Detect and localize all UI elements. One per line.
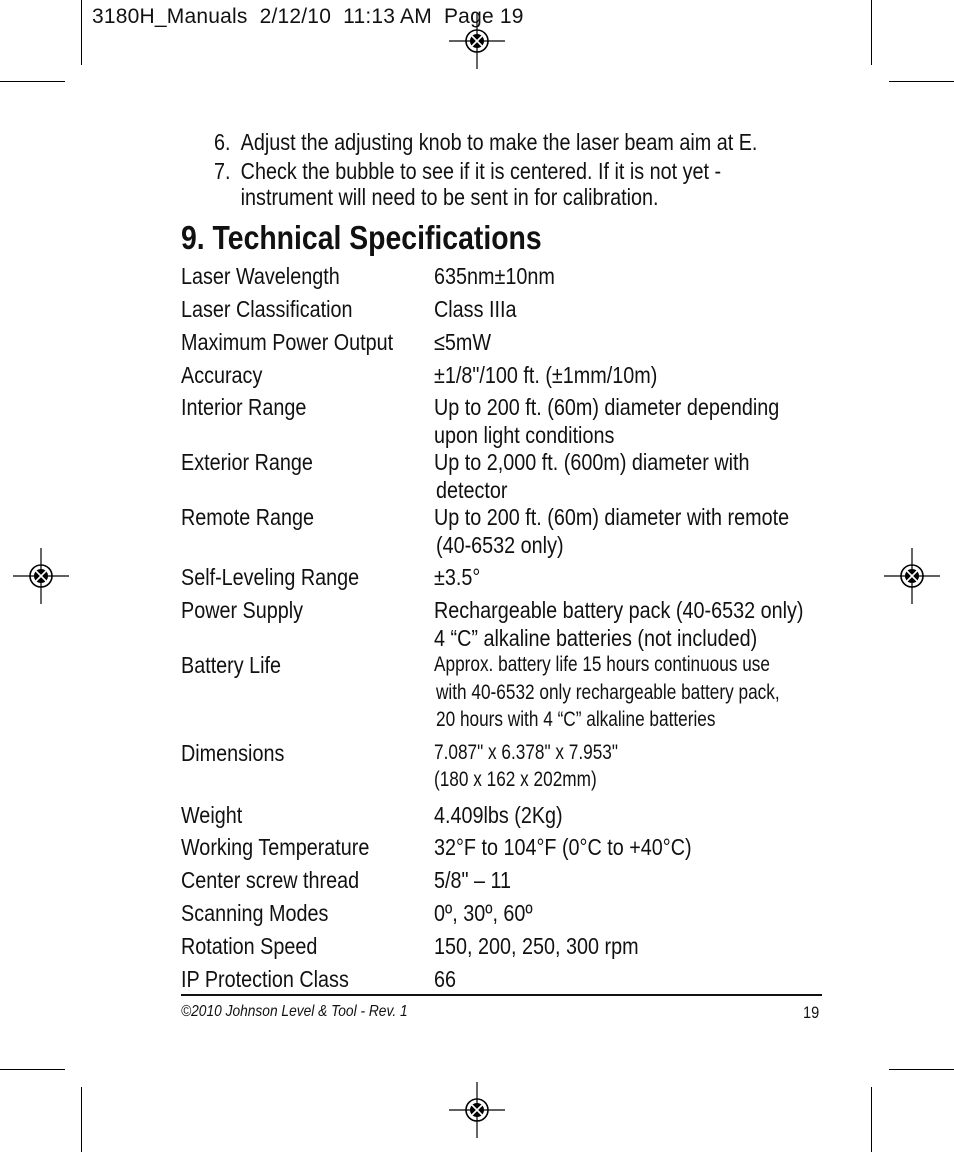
step-text-continued: instrument will need to be sent in for calibration. xyxy=(240,184,659,210)
spec-label: Working Temperature xyxy=(181,834,370,860)
spec-label: Battery Life xyxy=(181,652,282,678)
spec-value: 4.409lbs (2Kg) xyxy=(434,802,563,828)
spec-label: Self-Leveling Range xyxy=(181,564,360,590)
print-slug: 3180H_Manuals 2/12/10 11:13 AM Page 19 xyxy=(92,5,524,28)
crop-mark-bottom-right xyxy=(871,1087,872,1152)
spec-value: Class IIIa xyxy=(434,296,517,322)
spec-label: Laser Classification xyxy=(181,296,353,322)
registration-mark-right-icon xyxy=(884,548,940,604)
spec-label: IP Protection Class xyxy=(181,966,349,992)
crop-mark-left-top xyxy=(0,81,65,82)
spec-label: Rotation Speed xyxy=(181,933,318,959)
registration-mark-top-icon xyxy=(449,13,505,69)
page-number: 19 xyxy=(803,1003,820,1022)
footer-divider xyxy=(181,994,822,996)
spec-label: Weight xyxy=(181,802,243,828)
spec-value-continued: with 40-6532 only rechargeable battery pack, xyxy=(436,681,780,704)
spec-value: Approx. battery life 15 hours continuous use xyxy=(434,653,770,676)
step-text: Check the bubble to see if it is centered. If it is not yet - xyxy=(240,158,722,184)
crop-mark-right-top xyxy=(889,81,954,82)
spec-label: Maximum Power Output xyxy=(181,329,394,355)
spec-label: Center screw thread xyxy=(181,867,360,893)
spec-label: Power Supply xyxy=(181,597,304,623)
crop-mark-left-bottom xyxy=(0,1069,65,1070)
spec-label: Remote Range xyxy=(181,504,315,530)
spec-value-continued: (40-6532 only) xyxy=(436,532,564,558)
spec-label: Dimensions xyxy=(181,740,285,766)
spec-value: Up to 200 ft. (60m) diameter with remote xyxy=(434,504,790,530)
spec-label: Interior Range xyxy=(181,394,307,420)
registration-mark-bottom-icon xyxy=(449,1082,505,1138)
spec-value: ±3.5° xyxy=(434,564,481,590)
step-number: 6. xyxy=(214,129,231,155)
crop-mark-top-left xyxy=(81,0,82,65)
spec-value: 0º, 30º, 60º xyxy=(434,900,533,926)
spec-value: Rechargeable battery pack (40-6532 only) xyxy=(434,597,804,623)
spec-label: Exterior Range xyxy=(181,449,313,475)
step-number: 7. xyxy=(214,158,231,184)
spec-value: 150, 200, 250, 300 rpm xyxy=(434,933,639,959)
crop-mark-top-right xyxy=(871,0,872,65)
crop-mark-bottom-left xyxy=(81,1087,82,1152)
spec-value: 66 xyxy=(434,966,457,992)
spec-value: 32°F to 104°F (0°C to +40°C) xyxy=(434,834,692,860)
spec-label: Scanning Modes xyxy=(181,900,329,926)
spec-value: ±1/8"/100 ft. (±1mm/10m) xyxy=(434,362,658,388)
spec-value-continued: (180 x 162 x 202mm) xyxy=(434,768,597,791)
spec-value: ≤5mW xyxy=(434,329,492,355)
spec-value-continued: 20 hours with 4 “C” alkaline batteries xyxy=(436,708,716,731)
spec-value: Up to 2,000 ft. (600m) diameter with xyxy=(434,449,750,475)
spec-value-continued: 4 “C” alkaline batteries (not included) xyxy=(434,625,758,651)
spec-value: 7.087" x 6.378" x 7.953" xyxy=(434,741,618,764)
spec-value-continued: upon light conditions xyxy=(434,422,615,448)
spec-value: Up to 200 ft. (60m) diameter depending xyxy=(434,394,780,420)
crop-mark-right-bottom xyxy=(889,1069,954,1070)
spec-value-continued: detector xyxy=(436,477,508,503)
spec-value: 635nm±10nm xyxy=(434,263,555,289)
spec-label: Accuracy xyxy=(181,362,263,388)
spec-label: Laser Wavelength xyxy=(181,263,340,289)
section-heading: 9. Technical Specifications xyxy=(181,219,542,256)
footer-copyright: ©2010 Johnson Level & Tool - Rev. 1 xyxy=(181,1003,408,1020)
spec-value: 5/8" – 11 xyxy=(434,867,512,893)
step-text: Adjust the adjusting knob to make the laser beam aim at E. xyxy=(240,129,758,155)
registration-mark-left-icon xyxy=(13,548,69,604)
